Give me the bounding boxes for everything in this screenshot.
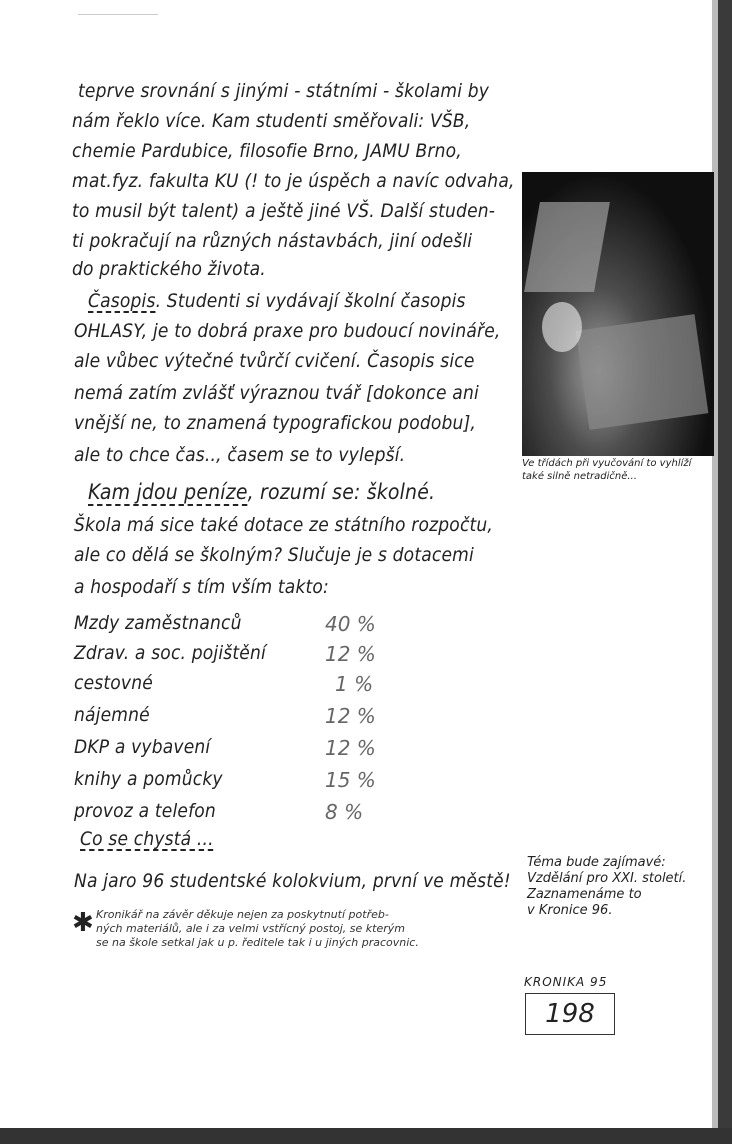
footnote-line: ných materiálů, ale i za velmi vstřícný postoj, se kterým	[96, 922, 405, 935]
text-line: a hospodaří s tím vším takto:	[74, 576, 329, 598]
text-line: chemie Pardubice, filosofie Brno, JAMU Brno,	[72, 140, 462, 162]
budget-value: 12 %	[325, 642, 376, 666]
budget-label: nájemné	[74, 704, 150, 726]
text-line: ale co dělá se školným? Slučuje je s dotacemi	[74, 544, 474, 566]
scan-edge-bottom	[0, 1128, 732, 1144]
text-line: , rozumí se: školné.	[247, 480, 436, 504]
text-line: nám řeklo více. Kam studenti směřovali: VŠB,	[72, 110, 471, 132]
section-heading: Kam jdou peníze	[88, 480, 248, 504]
photo-caption: také silně netradičně...	[522, 471, 637, 482]
plans-heading: Co se chystá ...	[80, 828, 214, 850]
section-heading-plans	[80, 828, 214, 850]
text-line: ale to chce čas.., časem se to vylepší.	[74, 444, 406, 466]
side-note: Téma bude zajímavé:	[527, 855, 666, 870]
budget-label: DKP a vybavení	[74, 736, 211, 758]
classroom-photo	[522, 172, 714, 456]
budget-label: provoz a telefon	[74, 800, 216, 822]
text-line: vnější ne, to znamená typografickou podobu],	[74, 412, 477, 434]
side-note: v Kronice 96.	[527, 903, 613, 918]
text-line: OHLASY, je to dobrá praxe pro budoucí novináře,	[74, 320, 501, 342]
footnote-line: se na škole setkal jak u p. ředitele tak i u jiných pracovnic.	[96, 936, 419, 949]
plans-line: Na jaro 96 studentské kolokvium, první ve městě!	[74, 870, 511, 892]
budget-label: knihy a pomůcky	[74, 768, 223, 790]
budget-value: 12 %	[325, 704, 376, 728]
footnote-line: Kronikář na závěr děkuje nejen za poskytnutí potřeb-	[96, 908, 389, 921]
budget-value: 1 %	[335, 672, 374, 696]
budget-value: 15 %	[325, 768, 376, 792]
side-note: Zaznamenáme to	[527, 887, 642, 902]
asterisk-icon: ✱	[72, 908, 94, 938]
text-line: . Studenti si vydávají školní časopis	[155, 290, 466, 312]
side-note: Vzdělání pro XXI. století.	[527, 871, 687, 886]
photo-caption: Ve třídách při vyučování to vyhlíží	[522, 458, 692, 469]
text-line: ale vůbec výtečné tvůrčí cvičení. Časopis sice	[74, 350, 475, 372]
text-line: nemá zatím zvlášť výraznou tvář [dokonce ani	[74, 382, 479, 404]
text-line: Škola má sice také dotace ze státního rozpočtu,	[74, 514, 494, 536]
chronicle-label: KRONIKA 95	[524, 975, 608, 989]
text-line: ti pokračují na různých nástavbách, jiní odešli	[72, 230, 473, 252]
text-line: mat.fyz. fakulta KU (! to je úspěch a navíc odvaha,	[72, 170, 515, 192]
page-number: 198	[525, 993, 615, 1035]
section-heading: Časopis	[88, 290, 156, 312]
budget-label: Zdrav. a soc. pojištění	[74, 642, 266, 664]
scan-edge-right	[718, 0, 732, 1144]
text-line: to musil být talent) a ještě jiné VŠ. Další studen-	[72, 200, 496, 222]
budget-value: 40 %	[325, 612, 376, 636]
scan-mark	[78, 14, 158, 15]
budget-value: 8 %	[325, 800, 364, 824]
budget-label: Mzdy zaměstnanců	[74, 612, 242, 634]
text-line: teprve srovnání s jinými - státními - školami by	[78, 80, 490, 102]
budget-label: cestovné	[74, 672, 153, 694]
budget-value: 12 %	[325, 736, 376, 760]
text-line: do praktického života.	[72, 258, 266, 280]
